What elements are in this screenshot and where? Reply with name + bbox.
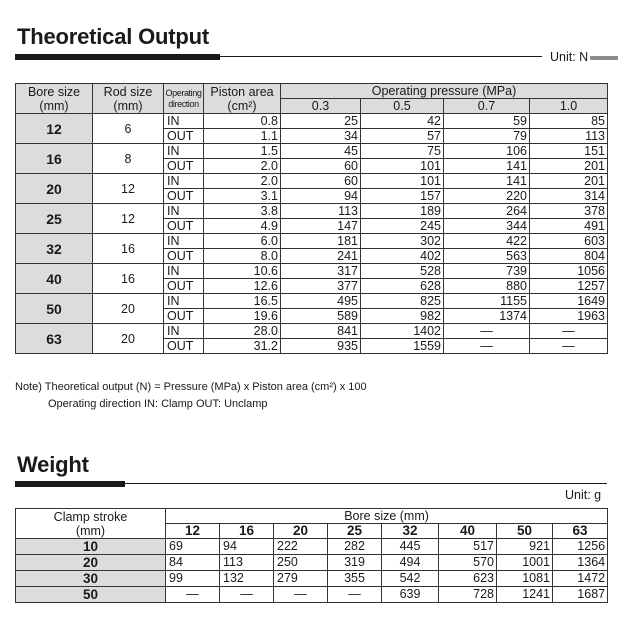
output-value-cell: 201: [530, 159, 608, 174]
output-row-in: [16, 234, 608, 249]
output-title-bar: [15, 54, 220, 60]
output-value-cell: 1056: [530, 264, 608, 279]
piston-area-cell: 0.8: [204, 114, 281, 129]
output-value-cell: 75: [361, 144, 444, 159]
output-value-cell: 603: [530, 234, 608, 249]
weight-value-cell: —: [274, 587, 328, 603]
weight-value-cell: —: [166, 587, 220, 603]
direction-in-cell: IN: [164, 174, 204, 189]
output-value-cell: 1155: [444, 294, 530, 309]
weight-table: [15, 508, 608, 603]
weight-value-cell: 282: [328, 539, 382, 555]
bore-size-column-header: 25: [328, 524, 382, 539]
weight-value-cell: 94: [220, 539, 274, 555]
piston-area-cell: 8.0: [204, 249, 281, 264]
direction-out-cell: OUT: [164, 249, 204, 264]
output-value-cell: —: [444, 324, 530, 339]
output-value-cell: 113: [530, 129, 608, 144]
output-value-cell: 189: [361, 204, 444, 219]
rod-size-cell: 20: [93, 294, 164, 324]
piston-area-cell: 2.0: [204, 174, 281, 189]
bore-size-column-header: 32: [382, 524, 439, 539]
output-value-cell: 94: [281, 189, 361, 204]
weight-value-cell: 570: [439, 555, 497, 571]
pressure-column-header: 0.5: [361, 99, 444, 114]
weight-row: [16, 587, 608, 603]
output-value-cell: 1374: [444, 309, 530, 324]
output-value-cell: 563: [444, 249, 530, 264]
weight-row: [16, 571, 608, 587]
output-row-in: [16, 264, 608, 279]
weight-section-title: Weight: [17, 452, 89, 477]
weight-value-cell: 494: [382, 555, 439, 571]
output-value-cell: 344: [444, 219, 530, 234]
output-value-cell: 57: [361, 129, 444, 144]
direction-in-cell: IN: [164, 324, 204, 339]
output-row-in: [16, 144, 608, 159]
piston-area-cell: 19.6: [204, 309, 281, 324]
weight-value-cell: 222: [274, 539, 328, 555]
piston-area-cell: 31.2: [204, 339, 281, 354]
bore-size-column-header: 50: [497, 524, 553, 539]
piston-area-cell: 4.9: [204, 219, 281, 234]
direction-in-cell: IN: [164, 204, 204, 219]
weight-value-cell: 1364: [553, 555, 608, 571]
clamp-stroke-cell: 30: [16, 571, 166, 587]
weight-value-cell: 84: [166, 555, 220, 571]
rod-size-cell: 12: [93, 174, 164, 204]
weight-row: [16, 539, 608, 555]
output-value-cell: 106: [444, 144, 530, 159]
weight-title-bar: [15, 481, 125, 487]
bore-size-cell: 50: [16, 294, 93, 324]
output-value-cell: —: [530, 324, 608, 339]
rod-size-cell: 20: [93, 324, 164, 354]
bore-size-cell: 40: [16, 264, 93, 294]
bore-size-column-header: 40: [439, 524, 497, 539]
output-value-cell: 1649: [530, 294, 608, 309]
weight-value-cell: 279: [274, 571, 328, 587]
output-value-cell: 181: [281, 234, 361, 249]
output-value-cell: 314: [530, 189, 608, 204]
weight-value-cell: —: [220, 587, 274, 603]
output-value-cell: 491: [530, 219, 608, 234]
output-value-cell: 79: [444, 129, 530, 144]
weight-value-cell: 69: [166, 539, 220, 555]
output-value-cell: 34: [281, 129, 361, 144]
weight-value-cell: 1081: [497, 571, 553, 587]
output-value-cell: 422: [444, 234, 530, 249]
output-value-cell: 1963: [530, 309, 608, 324]
theoretical-output-table: [15, 83, 608, 354]
output-value-cell: —: [530, 339, 608, 354]
direction-out-cell: OUT: [164, 339, 204, 354]
weight-value-cell: 542: [382, 571, 439, 587]
piston-area-cell: 16.5: [204, 294, 281, 309]
output-value-cell: 825: [361, 294, 444, 309]
bore-size-cell: 20: [16, 174, 93, 204]
output-value-cell: 1402: [361, 324, 444, 339]
output-title-rule: [220, 56, 542, 57]
weight-value-cell: 319: [328, 555, 382, 571]
piston-area-cell: 2.0: [204, 159, 281, 174]
output-value-cell: 302: [361, 234, 444, 249]
weight-value-cell: 1241: [497, 587, 553, 603]
output-value-cell: 1559: [361, 339, 444, 354]
bore-size-cell: 63: [16, 324, 93, 354]
weight-value-cell: 921: [497, 539, 553, 555]
direction-out-cell: OUT: [164, 219, 204, 234]
direction-out-cell: OUT: [164, 189, 204, 204]
direction-out-cell: OUT: [164, 129, 204, 144]
direction-in-cell: IN: [164, 234, 204, 249]
output-value-cell: 60: [281, 159, 361, 174]
output-value-cell: 25: [281, 114, 361, 129]
piston-area-cell: 3.1: [204, 189, 281, 204]
rod-size-cell: 16: [93, 264, 164, 294]
output-value-cell: 982: [361, 309, 444, 324]
output-value-cell: 528: [361, 264, 444, 279]
output-row-in: [16, 174, 608, 189]
output-value-cell: 113: [281, 204, 361, 219]
direction-out-cell: OUT: [164, 279, 204, 294]
operating-direction-header: Operating direction: [164, 84, 204, 114]
pressure-column-header: 0.7: [444, 99, 530, 114]
output-value-cell: 317: [281, 264, 361, 279]
weight-value-cell: 1256: [553, 539, 608, 555]
output-value-cell: 101: [361, 174, 444, 189]
direction-out-cell: OUT: [164, 159, 204, 174]
output-value-cell: 101: [361, 159, 444, 174]
bore-size-column-header: 63: [553, 524, 608, 539]
pressure-column-header: 0.3: [281, 99, 361, 114]
output-value-cell: 841: [281, 324, 361, 339]
bore-size-cell: 16: [16, 144, 93, 174]
pressure-column-header: 1.0: [530, 99, 608, 114]
weight-value-cell: 132: [220, 571, 274, 587]
output-value-cell: 42: [361, 114, 444, 129]
weight-value-cell: 623: [439, 571, 497, 587]
clamp-stroke-cell: 10: [16, 539, 166, 555]
output-value-cell: 245: [361, 219, 444, 234]
formula-note: Note) Theoretical output (N) = Pressure (MPa) x Piston area (cm²) x 100: [15, 381, 367, 393]
weight-row: [16, 555, 608, 571]
rod-size-header: Rod size (mm): [93, 84, 164, 114]
output-value-cell: 147: [281, 219, 361, 234]
output-row-in: [16, 294, 608, 309]
output-section-title: Theoretical Output: [17, 24, 209, 49]
output-value-cell: 880: [444, 279, 530, 294]
piston-area-cell: 12.6: [204, 279, 281, 294]
weight-value-cell: 1001: [497, 555, 553, 571]
output-value-cell: 201: [530, 174, 608, 189]
output-value-cell: 141: [444, 159, 530, 174]
weight-title-rule: [125, 483, 607, 484]
weight-value-cell: 639: [382, 587, 439, 603]
rod-size-cell: 16: [93, 234, 164, 264]
output-value-cell: 589: [281, 309, 361, 324]
output-value-cell: 157: [361, 189, 444, 204]
weight-value-cell: 113: [220, 555, 274, 571]
piston-area-cell: 1.5: [204, 144, 281, 159]
bore-size-group-header: Bore size (mm): [166, 509, 608, 524]
output-value-cell: 60: [281, 174, 361, 189]
output-row-in: [16, 324, 608, 339]
clamp-stroke-cell: 50: [16, 587, 166, 603]
direction-in-cell: IN: [164, 144, 204, 159]
bore-size-cell: 12: [16, 114, 93, 144]
weight-unit-label: Unit: g: [565, 488, 602, 502]
direction-in-cell: IN: [164, 294, 204, 309]
output-value-cell: 220: [444, 189, 530, 204]
output-unit-label: Unit: N: [550, 50, 618, 64]
weight-value-cell: 250: [274, 555, 328, 571]
weight-value-cell: 1687: [553, 587, 608, 603]
clamp-stroke-cell: 20: [16, 555, 166, 571]
output-value-cell: 241: [281, 249, 361, 264]
output-value-cell: 804: [530, 249, 608, 264]
bore-size-column-header: 20: [274, 524, 328, 539]
piston-area-cell: 1.1: [204, 129, 281, 144]
output-value-cell: 85: [530, 114, 608, 129]
direction-in-cell: IN: [164, 114, 204, 129]
piston-area-cell: 6.0: [204, 234, 281, 249]
weight-value-cell: 445: [382, 539, 439, 555]
operating-pressure-header: Operating pressure (MPa): [281, 84, 608, 99]
output-value-cell: 377: [281, 279, 361, 294]
rod-size-cell: 8: [93, 144, 164, 174]
output-value-cell: 402: [361, 249, 444, 264]
rod-size-cell: 6: [93, 114, 164, 144]
weight-value-cell: 355: [328, 571, 382, 587]
output-value-cell: 1257: [530, 279, 608, 294]
rod-size-cell: 12: [93, 204, 164, 234]
output-value-cell: —: [444, 339, 530, 354]
direction-note: Operating direction IN: Clamp OUT: Unclamp: [48, 398, 268, 410]
piston-area-header: Piston area (cm²): [204, 84, 281, 114]
output-value-cell: 45: [281, 144, 361, 159]
weight-value-cell: 99: [166, 571, 220, 587]
output-value-cell: 378: [530, 204, 608, 219]
weight-value-cell: —: [328, 587, 382, 603]
piston-area-cell: 3.8: [204, 204, 281, 219]
direction-out-cell: OUT: [164, 309, 204, 324]
piston-area-cell: 10.6: [204, 264, 281, 279]
bore-size-header: Bore size (mm): [16, 84, 93, 114]
output-row-in: [16, 204, 608, 219]
output-value-cell: 739: [444, 264, 530, 279]
direction-in-cell: IN: [164, 264, 204, 279]
output-value-cell: 935: [281, 339, 361, 354]
bore-size-cell: 25: [16, 204, 93, 234]
output-value-cell: 495: [281, 294, 361, 309]
output-value-cell: 628: [361, 279, 444, 294]
weight-value-cell: 517: [439, 539, 497, 555]
output-value-cell: 141: [444, 174, 530, 189]
weight-value-cell: 728: [439, 587, 497, 603]
output-value-cell: 59: [444, 114, 530, 129]
bore-size-cell: 32: [16, 234, 93, 264]
weight-value-cell: 1472: [553, 571, 608, 587]
clamp-stroke-header: Clamp stroke (mm): [16, 509, 166, 539]
output-row-in: [16, 114, 608, 129]
bore-size-column-header: 12: [166, 524, 220, 539]
bore-size-column-header: 16: [220, 524, 274, 539]
output-value-cell: 264: [444, 204, 530, 219]
piston-area-cell: 28.0: [204, 324, 281, 339]
output-value-cell: 151: [530, 144, 608, 159]
